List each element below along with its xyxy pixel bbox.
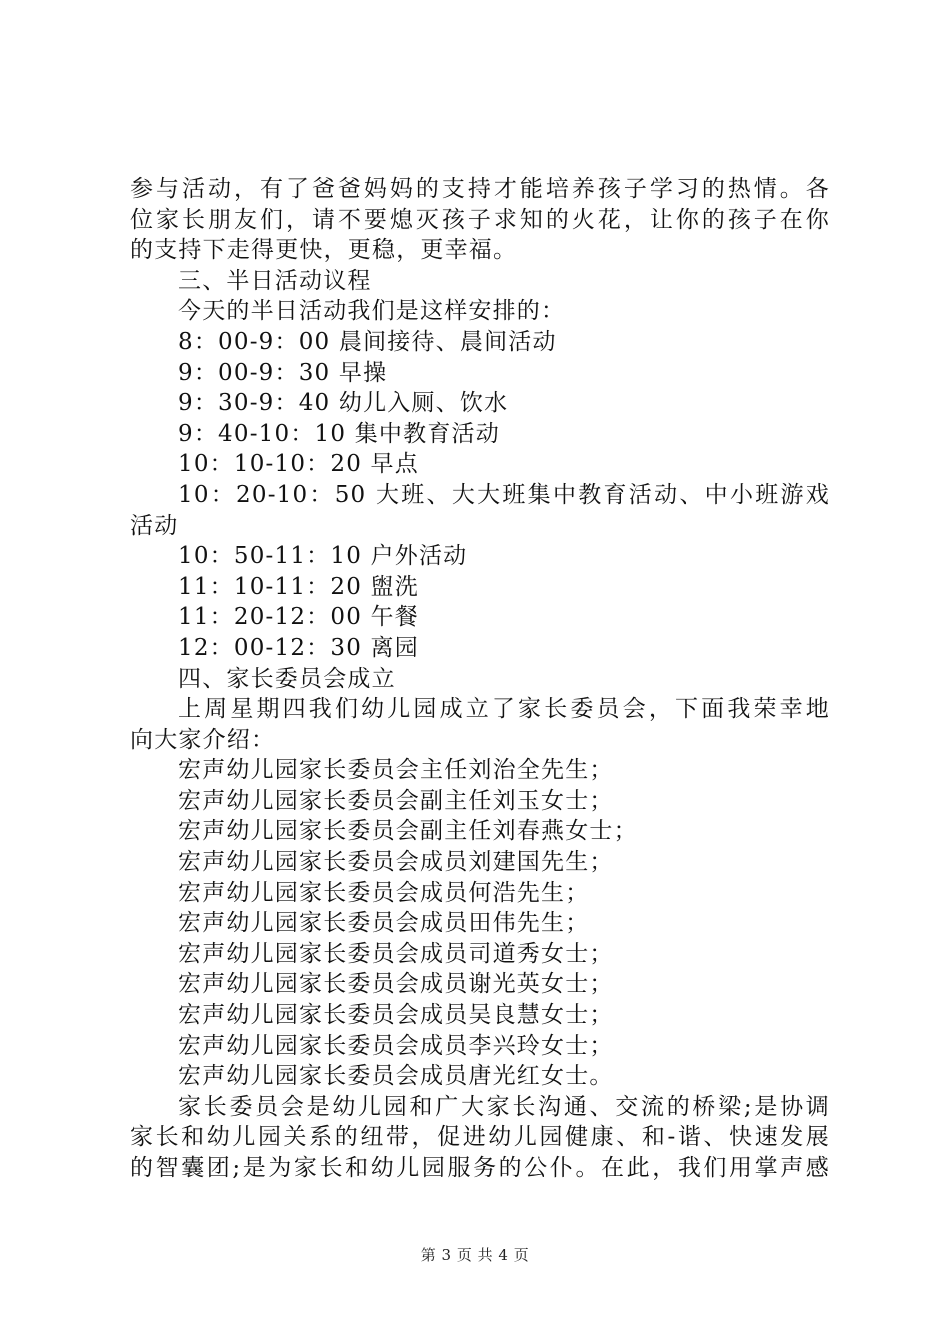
text-line: 10：20-10：50 大班、大大班集中教育活动、中小班游戏 [178, 481, 830, 508]
text-line: 10：10-10：20 早点 [178, 451, 419, 478]
text-line: 位家长朋友们，请不要熄灭孩子求知的火花，让你的孩子在你 [130, 206, 830, 233]
text-line: 宏声幼儿园家长委员会成员刘建国先生； [178, 849, 614, 876]
text-line: 11：10-11：20 盥洗 [178, 573, 419, 600]
text-line: 12：00-12：30 离园 [178, 634, 419, 661]
text-line: 宏声幼儿园家长委员会副主任刘春燕女士； [178, 818, 638, 845]
text-line: 三、半日活动议程 [178, 267, 372, 294]
text-line: 宏声幼儿园家长委员会成员李兴玲女士； [178, 1032, 614, 1059]
text-line: 今天的半日活动我们是这样安排的： [178, 298, 566, 325]
text-line: 11：20-12：00 午餐 [178, 604, 419, 631]
text-line: 四、家长委员会成立 [178, 665, 396, 692]
text-line: 8：00-9：00 晨间接待、晨间活动 [178, 328, 557, 355]
text-line: 宏声幼儿园家长委员会成员吴良慧女士； [178, 1002, 614, 1029]
document-body [130, 174, 830, 1184]
text-line: 宏声幼儿园家长委员会成员唐光红女士。 [178, 1063, 614, 1090]
text-line: 的支持下走得更快，更稳，更幸福。 [130, 237, 518, 264]
text-line: 9：30-9：40 幼儿入厕、饮水 [178, 390, 509, 417]
text-line: 9：40-10：10 集中教育活动 [178, 420, 500, 447]
page-footer: 第 3 页 共 4 页 [420, 1246, 530, 1264]
text-line: 宏声幼儿园家长委员会主任刘治全先生； [178, 757, 614, 784]
text-line: 宏声幼儿园家长委员会成员何浩先生； [178, 879, 590, 906]
text-line: 宏声幼儿园家长委员会成员司道秀女士； [178, 940, 614, 967]
text-line: 向大家介绍： [130, 726, 276, 753]
text-line: 10：50-11：10 户外活动 [178, 543, 468, 570]
text-line: 活动 [130, 512, 179, 539]
text-line: 家长委员会是幼儿园和广大家长沟通、交流的桥梁;是协调 [178, 1093, 830, 1120]
text-line: 宏声幼儿园家长委员会副主任刘玉女士； [178, 787, 614, 814]
text-line: 宏声幼儿园家长委员会成员谢光英女士； [178, 971, 614, 998]
text-line: 9：00-9：30 早操 [178, 359, 388, 386]
text-line: 上周星期四我们幼儿园成立了家长委员会，下面我荣幸地 [178, 696, 830, 723]
text-line: 的智囊团;是为家长和幼儿园服务的公仆。在此，我们用掌声感 [130, 1155, 830, 1181]
text-line: 家长和幼儿园关系的纽带，促进幼儿园健康、和-谐、快速发展 [130, 1124, 830, 1151]
text-line: 参与活动，有了爸爸妈妈的支持才能培养孩子学习的热情。各 [130, 176, 830, 202]
text-line: 宏声幼儿园家长委员会成员田伟先生； [178, 910, 590, 937]
